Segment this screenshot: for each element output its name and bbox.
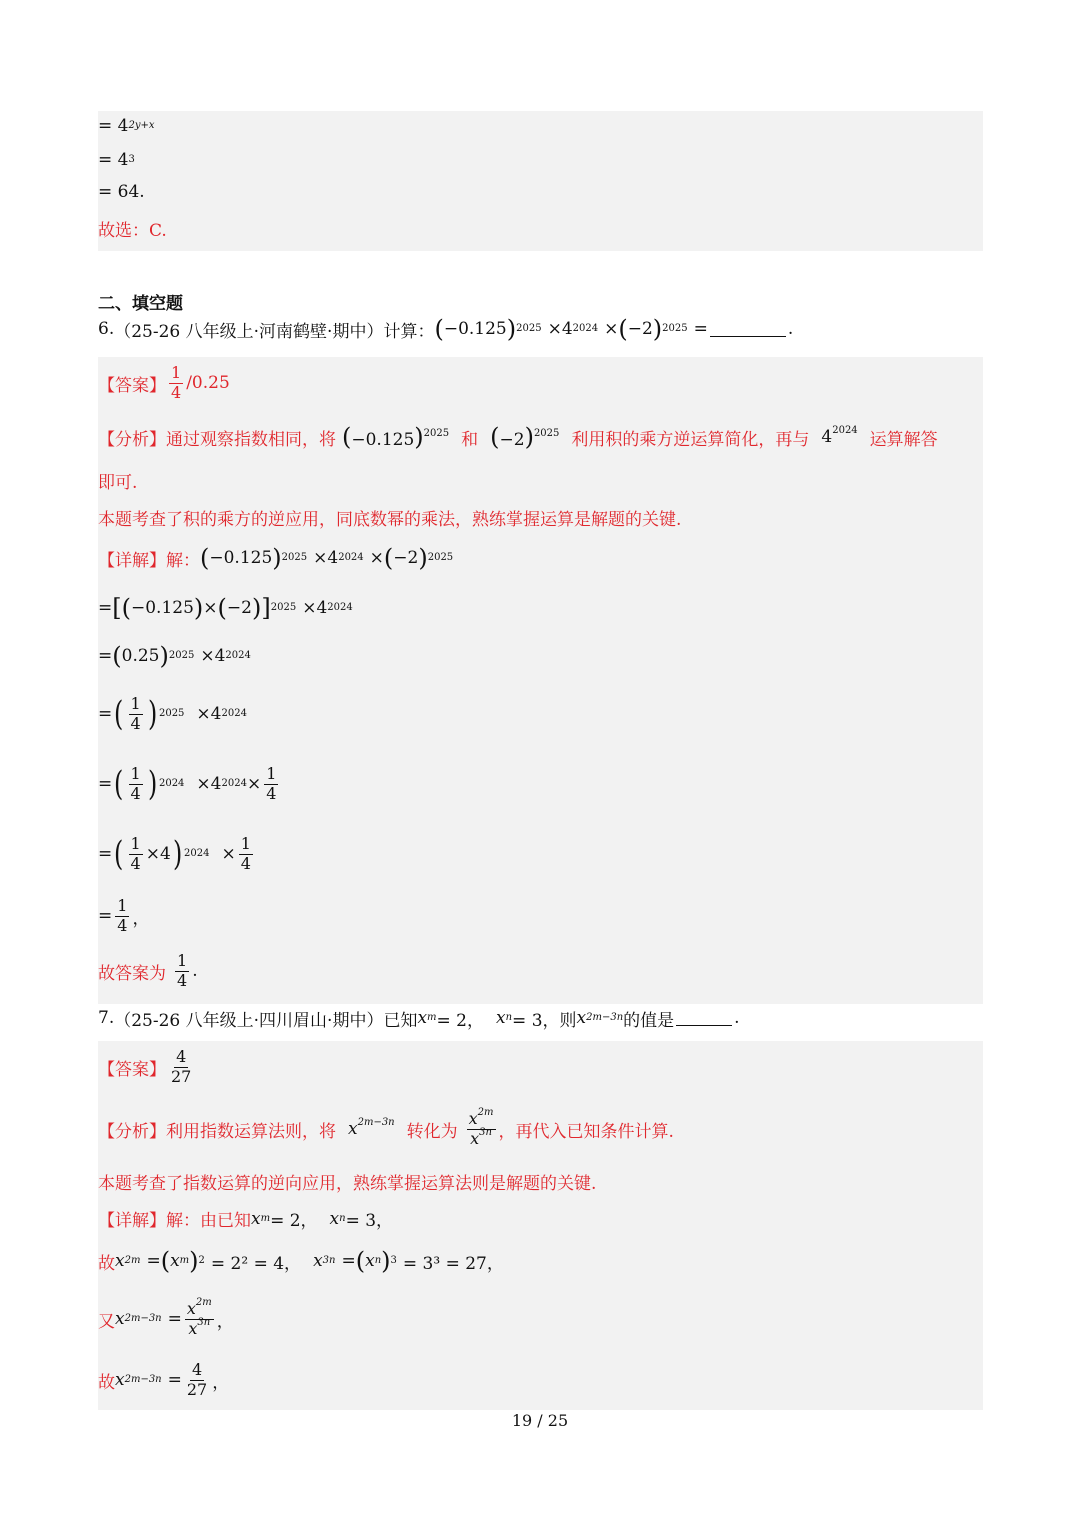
- q7-number: 7.: [98, 1008, 115, 1028]
- period: .: [734, 1008, 740, 1028]
- t: 4: [214, 646, 226, 666]
- t: −0.125: [209, 548, 273, 568]
- num: 1: [177, 951, 188, 971]
- comma: ，: [216, 1311, 234, 1332]
- q6-analysis: [98, 422, 938, 452]
- quarter-fraction: [129, 835, 143, 873]
- q6-analysis-b: 利用积的乘方逆运算简化，再与: [571, 429, 810, 450]
- exp: 2m−3n: [124, 1374, 162, 1385]
- q7-x-ratio: [185, 1297, 214, 1338]
- paren-open: (: [434, 315, 444, 343]
- q6-step-2: = ( 0.25 ) 2025 × 4 2024: [98, 642, 251, 670]
- den: 4: [171, 382, 182, 402]
- exp: 2m: [195, 1297, 212, 1309]
- num: 4: [191, 1360, 203, 1380]
- quarter-fraction: [175, 952, 189, 990]
- q7-analysis-a: 利用指数运算法则，将: [166, 1121, 336, 1142]
- q6-step-5: = ( $\frac{1}{4}$ × 4 ) 2024 × $\frac{1}{4}$: [98, 834, 251, 874]
- num: 4: [176, 1047, 187, 1067]
- q6-term1: −0.125: [443, 319, 507, 339]
- times-sign: ×: [302, 598, 317, 618]
- times-sign: ×: [145, 844, 160, 864]
- exp: 2025: [423, 427, 450, 439]
- t: 4: [210, 704, 222, 724]
- q7-analysis-b: 转化为: [406, 1121, 458, 1142]
- detail-tag: 【详解】: [98, 1211, 166, 1231]
- q6-step-3: = ( $\frac{1}{4}$ ) 2025 × 4 2024: [98, 694, 247, 734]
- t: 4: [327, 548, 339, 568]
- comma: ，: [212, 1372, 230, 1393]
- base-4: 4: [561, 319, 573, 339]
- quarter-fraction: [115, 897, 129, 935]
- q7-step-3: 故 x 2m−3n = $\frac{4}{27}$ ，: [98, 1360, 230, 1399]
- exp: 2024: [832, 425, 858, 436]
- times-sign: ×: [221, 844, 236, 864]
- times-sign: ×: [604, 319, 619, 339]
- exp: 2025: [533, 427, 560, 439]
- exp: 3n: [479, 1126, 492, 1138]
- num: 1: [171, 363, 182, 383]
- exp: 2m: [477, 1107, 494, 1119]
- prev-solution-box: [98, 111, 983, 251]
- q6-analysis-term3: [821, 427, 857, 447]
- q7-question: [98, 1004, 740, 1032]
- exp: n: [374, 1255, 382, 1266]
- times-sign: ×: [196, 704, 211, 724]
- x: x: [468, 1109, 478, 1129]
- exp: m: [427, 1012, 437, 1023]
- prev-step-3: = 64.: [98, 182, 145, 202]
- den: 4: [130, 713, 141, 733]
- x: x: [115, 1251, 125, 1271]
- quarter-fraction: [129, 765, 143, 803]
- x: x: [115, 1370, 125, 1390]
- num: 1: [117, 896, 128, 916]
- gu-word: 故: [98, 1253, 115, 1274]
- x: x: [470, 1128, 480, 1148]
- quarter-fraction: [264, 765, 278, 803]
- equals: =: [98, 704, 113, 724]
- den: 27: [186, 1379, 208, 1399]
- q6-analysis-c: 运算解答: [869, 429, 938, 450]
- q6-final: [98, 948, 198, 994]
- period: .: [192, 961, 198, 981]
- answer-blank: [710, 322, 786, 337]
- paren-open: (: [618, 315, 628, 343]
- q7-answer-fraction: [169, 1048, 193, 1086]
- num: 1: [130, 764, 141, 784]
- detail-tag: 【详解】: [98, 550, 166, 571]
- x: x: [251, 1208, 261, 1229]
- q7-detail-n: = 3，: [345, 1211, 394, 1231]
- q7-row1-b: = 3³ = 27，: [402, 1253, 504, 1274]
- q7-ask: 的值是: [623, 1010, 675, 1031]
- t: −2: [226, 598, 252, 618]
- x: x: [170, 1251, 180, 1271]
- x: x: [188, 1318, 198, 1338]
- x: x: [348, 1119, 358, 1139]
- prev-step-1-exp: 2y+x: [128, 120, 155, 131]
- prev-step-1: [98, 116, 155, 136]
- q6-analysis-e: 本题考查了积的乘方的逆应用，同底数幂的乘法，熟练掌握运算是解题的关键.: [98, 510, 682, 530]
- q7-detail-a: 解：由已知: [166, 1211, 251, 1231]
- q7-analysis-d: 本题考查了指数运算的逆向应用，熟练掌握运算法则是解题的关键.: [98, 1174, 597, 1194]
- t: −2: [393, 548, 419, 568]
- x: x: [329, 1208, 340, 1229]
- q6-analysis-term1: $(-0.125)^{2025}$: [342, 422, 450, 451]
- den: 4: [240, 853, 251, 873]
- prev-step-2-base: = 4: [98, 150, 129, 170]
- paren-close: ): [652, 315, 663, 343]
- exp: m: [179, 1255, 190, 1266]
- exp: 2m−3n: [357, 1117, 395, 1128]
- q6-detail: 【详解】 解： ( −0.125 ) 2025 × 4 2024 × ( −2 ) 2025: [98, 544, 454, 572]
- times-sign: ×: [547, 319, 562, 339]
- q7-analysis: [98, 1104, 674, 1154]
- q6-step-6: [98, 893, 149, 939]
- prev-step-1-base: = 4: [98, 116, 129, 136]
- q7-detail-m: = 2，: [270, 1211, 318, 1231]
- q6-number: 6.: [98, 319, 115, 339]
- times-sign: ×: [246, 774, 262, 794]
- q6-solution-box: [98, 357, 983, 1004]
- exp: n: [339, 1212, 346, 1224]
- num: 1: [130, 694, 141, 714]
- t: 4: [316, 598, 328, 618]
- equals: =: [98, 646, 113, 666]
- t: −2: [499, 429, 525, 450]
- num: 1: [130, 834, 141, 854]
- q7-row1-a: = 2² = 4，: [210, 1253, 302, 1274]
- q7-known-n: = 3，则: [512, 1010, 577, 1031]
- q7-result-fraction: [185, 1361, 209, 1399]
- t: 4: [210, 774, 222, 794]
- den: 27: [171, 1066, 192, 1086]
- q6-step-4: = ( $\frac{1}{4}$ ) 2024 × 4 2024 × $\frac{1}{4}$: [98, 764, 277, 804]
- q7-source: （25-26 八年级上·四川眉山·期中）已知: [114, 1010, 418, 1031]
- exp: 3n: [322, 1255, 336, 1266]
- q6-question: 6. （25-26 八年级上·河南鹤壁·期中）计算： ( −0.125 ) 2025 × 4 2024 × ( −2 ) 2025 = .: [98, 315, 794, 343]
- equals: =: [98, 598, 113, 618]
- q6-analysis-term2: $(-2)^{2025}$: [490, 422, 560, 451]
- t: 0.25: [121, 646, 160, 666]
- exp: 2m−3n: [124, 1313, 162, 1324]
- x: x: [115, 1309, 125, 1329]
- q7-step-1: 故 x 2m = ( x m ) 2 = 2² = 4， x 3n = ( x n ) 3 = 3³ = 27，: [98, 1247, 504, 1275]
- x: x: [417, 1008, 428, 1028]
- you-word: 又: [98, 1311, 115, 1332]
- den: 4: [266, 783, 277, 803]
- t: 4: [821, 427, 833, 447]
- exp: 2m−3n: [586, 1012, 624, 1023]
- q7-analysis-c: ，再代入已知条件计算.: [498, 1121, 674, 1142]
- exp: n: [505, 1012, 513, 1023]
- q6-step-1: = [ ( −0.125 ) × ( −2 ) ] 2025 × 4 2024: [98, 594, 353, 622]
- detail-intro: 解：: [166, 550, 200, 571]
- answer-tag: 【答案】: [98, 1059, 166, 1080]
- q6-answer-fraction: [169, 364, 183, 402]
- analysis-tag: 【分析】: [98, 429, 166, 450]
- t: 4: [159, 844, 171, 864]
- x: x: [496, 1008, 506, 1028]
- comma: ，: [132, 908, 150, 929]
- den: 4: [117, 915, 128, 935]
- exp: 3n: [197, 1316, 211, 1328]
- q7-step-2: 又 x 2m−3n = $\frac{x^{2m}}{x^{3n}}$ ，: [98, 1297, 234, 1338]
- q7-detail: [98, 1206, 393, 1231]
- den: 4: [177, 970, 188, 990]
- equals: =: [98, 774, 113, 794]
- exp: 2m: [124, 1255, 141, 1266]
- t: −0.125: [131, 598, 194, 618]
- final-text: 故答案为: [98, 963, 166, 984]
- q6-answer-alt: /0.25: [186, 373, 230, 393]
- q6-source: （25-26 八年级上·河南鹤壁·期中）计算：: [114, 321, 435, 342]
- section-title: 二、填空题: [98, 294, 183, 314]
- q6-answer: [98, 360, 230, 406]
- exp: m: [260, 1212, 271, 1224]
- equals: =: [693, 319, 708, 339]
- answer-tag: 【答案】: [98, 375, 166, 396]
- q6-term3: −2: [627, 319, 653, 339]
- q7-known-m: = 2，: [436, 1010, 484, 1031]
- times-sign: ×: [196, 774, 211, 794]
- q6-analysis-d: 即可.: [98, 473, 138, 493]
- prev-step-2: = 4 3: [98, 150, 135, 170]
- x: x: [313, 1251, 323, 1271]
- quarter-fraction: [239, 835, 253, 873]
- q6-analysis-a: 通过观察指数相同，将: [166, 429, 336, 450]
- x: x: [186, 1299, 196, 1319]
- analysis-tag: 【分析】: [98, 1121, 166, 1142]
- den: 4: [130, 853, 141, 873]
- t: −0.125: [351, 429, 415, 450]
- prev-conclusion: 故选：C.: [98, 221, 167, 241]
- times-sign: ×: [369, 548, 384, 568]
- equals: =: [98, 844, 113, 864]
- and-word: 和: [461, 429, 479, 450]
- quarter-fraction: [129, 695, 143, 733]
- times-sign: ×: [200, 646, 215, 666]
- answer-blank: [676, 1011, 732, 1026]
- page-number: 19 / 25: [511, 1411, 569, 1430]
- equals: =: [98, 906, 113, 926]
- q7-answer: [98, 1043, 196, 1091]
- gu-word: 故: [98, 1372, 115, 1393]
- q7-x-ratio: [467, 1107, 496, 1148]
- num: 1: [266, 764, 277, 784]
- x: x: [365, 1251, 375, 1271]
- x: x: [576, 1008, 587, 1028]
- times-sign: ×: [313, 548, 328, 568]
- den: 4: [130, 783, 141, 803]
- num: 1: [240, 834, 251, 854]
- paren-close: ): [506, 315, 517, 343]
- times-sign: ×: [203, 598, 218, 618]
- period: .: [787, 319, 794, 339]
